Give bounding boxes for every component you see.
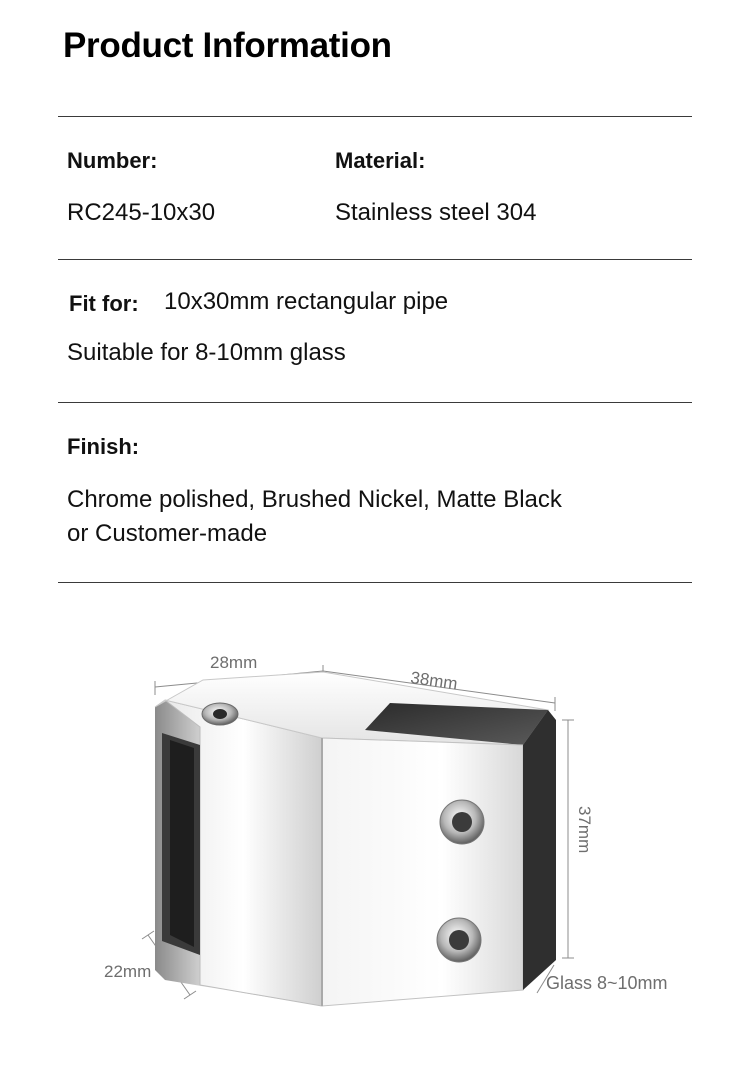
finish-line: Chrome polished, Brushed Nickel, Matte Black xyxy=(67,486,562,513)
number-value: RC245-10x30 xyxy=(67,199,216,226)
finish-label: Finish: xyxy=(67,434,140,459)
pipe-opening-inner xyxy=(170,740,194,947)
number-label: Number: xyxy=(67,148,158,173)
fit-note: Suitable for 8-10mm glass xyxy=(67,339,346,366)
clamp-glass-channel xyxy=(523,710,556,990)
dim-38mm: 38mm xyxy=(409,668,459,694)
divider xyxy=(58,402,692,403)
dim-glass: Glass 8~10mm xyxy=(546,973,668,993)
page-title: Product Information xyxy=(63,26,392,65)
material-value: Stainless steel 304 xyxy=(335,199,537,226)
finish-line: or Customer-made xyxy=(67,520,268,547)
fit-label: Fit for: xyxy=(69,291,139,316)
divider xyxy=(58,582,692,583)
divider xyxy=(58,259,692,260)
material-label: Material: xyxy=(335,148,426,173)
fit-value: 10x30mm rectangular pipe xyxy=(164,288,449,315)
clamp-right-face xyxy=(322,738,523,1006)
screw-socket xyxy=(452,812,472,832)
dim-22mm: 22mm xyxy=(104,962,152,981)
screw-socket xyxy=(449,930,469,950)
finish-options xyxy=(67,483,707,551)
dim-28mm: 28mm xyxy=(210,653,258,672)
divider xyxy=(58,116,692,117)
dim-37mm: 37mm xyxy=(575,806,594,854)
top-screw-socket xyxy=(213,709,227,719)
